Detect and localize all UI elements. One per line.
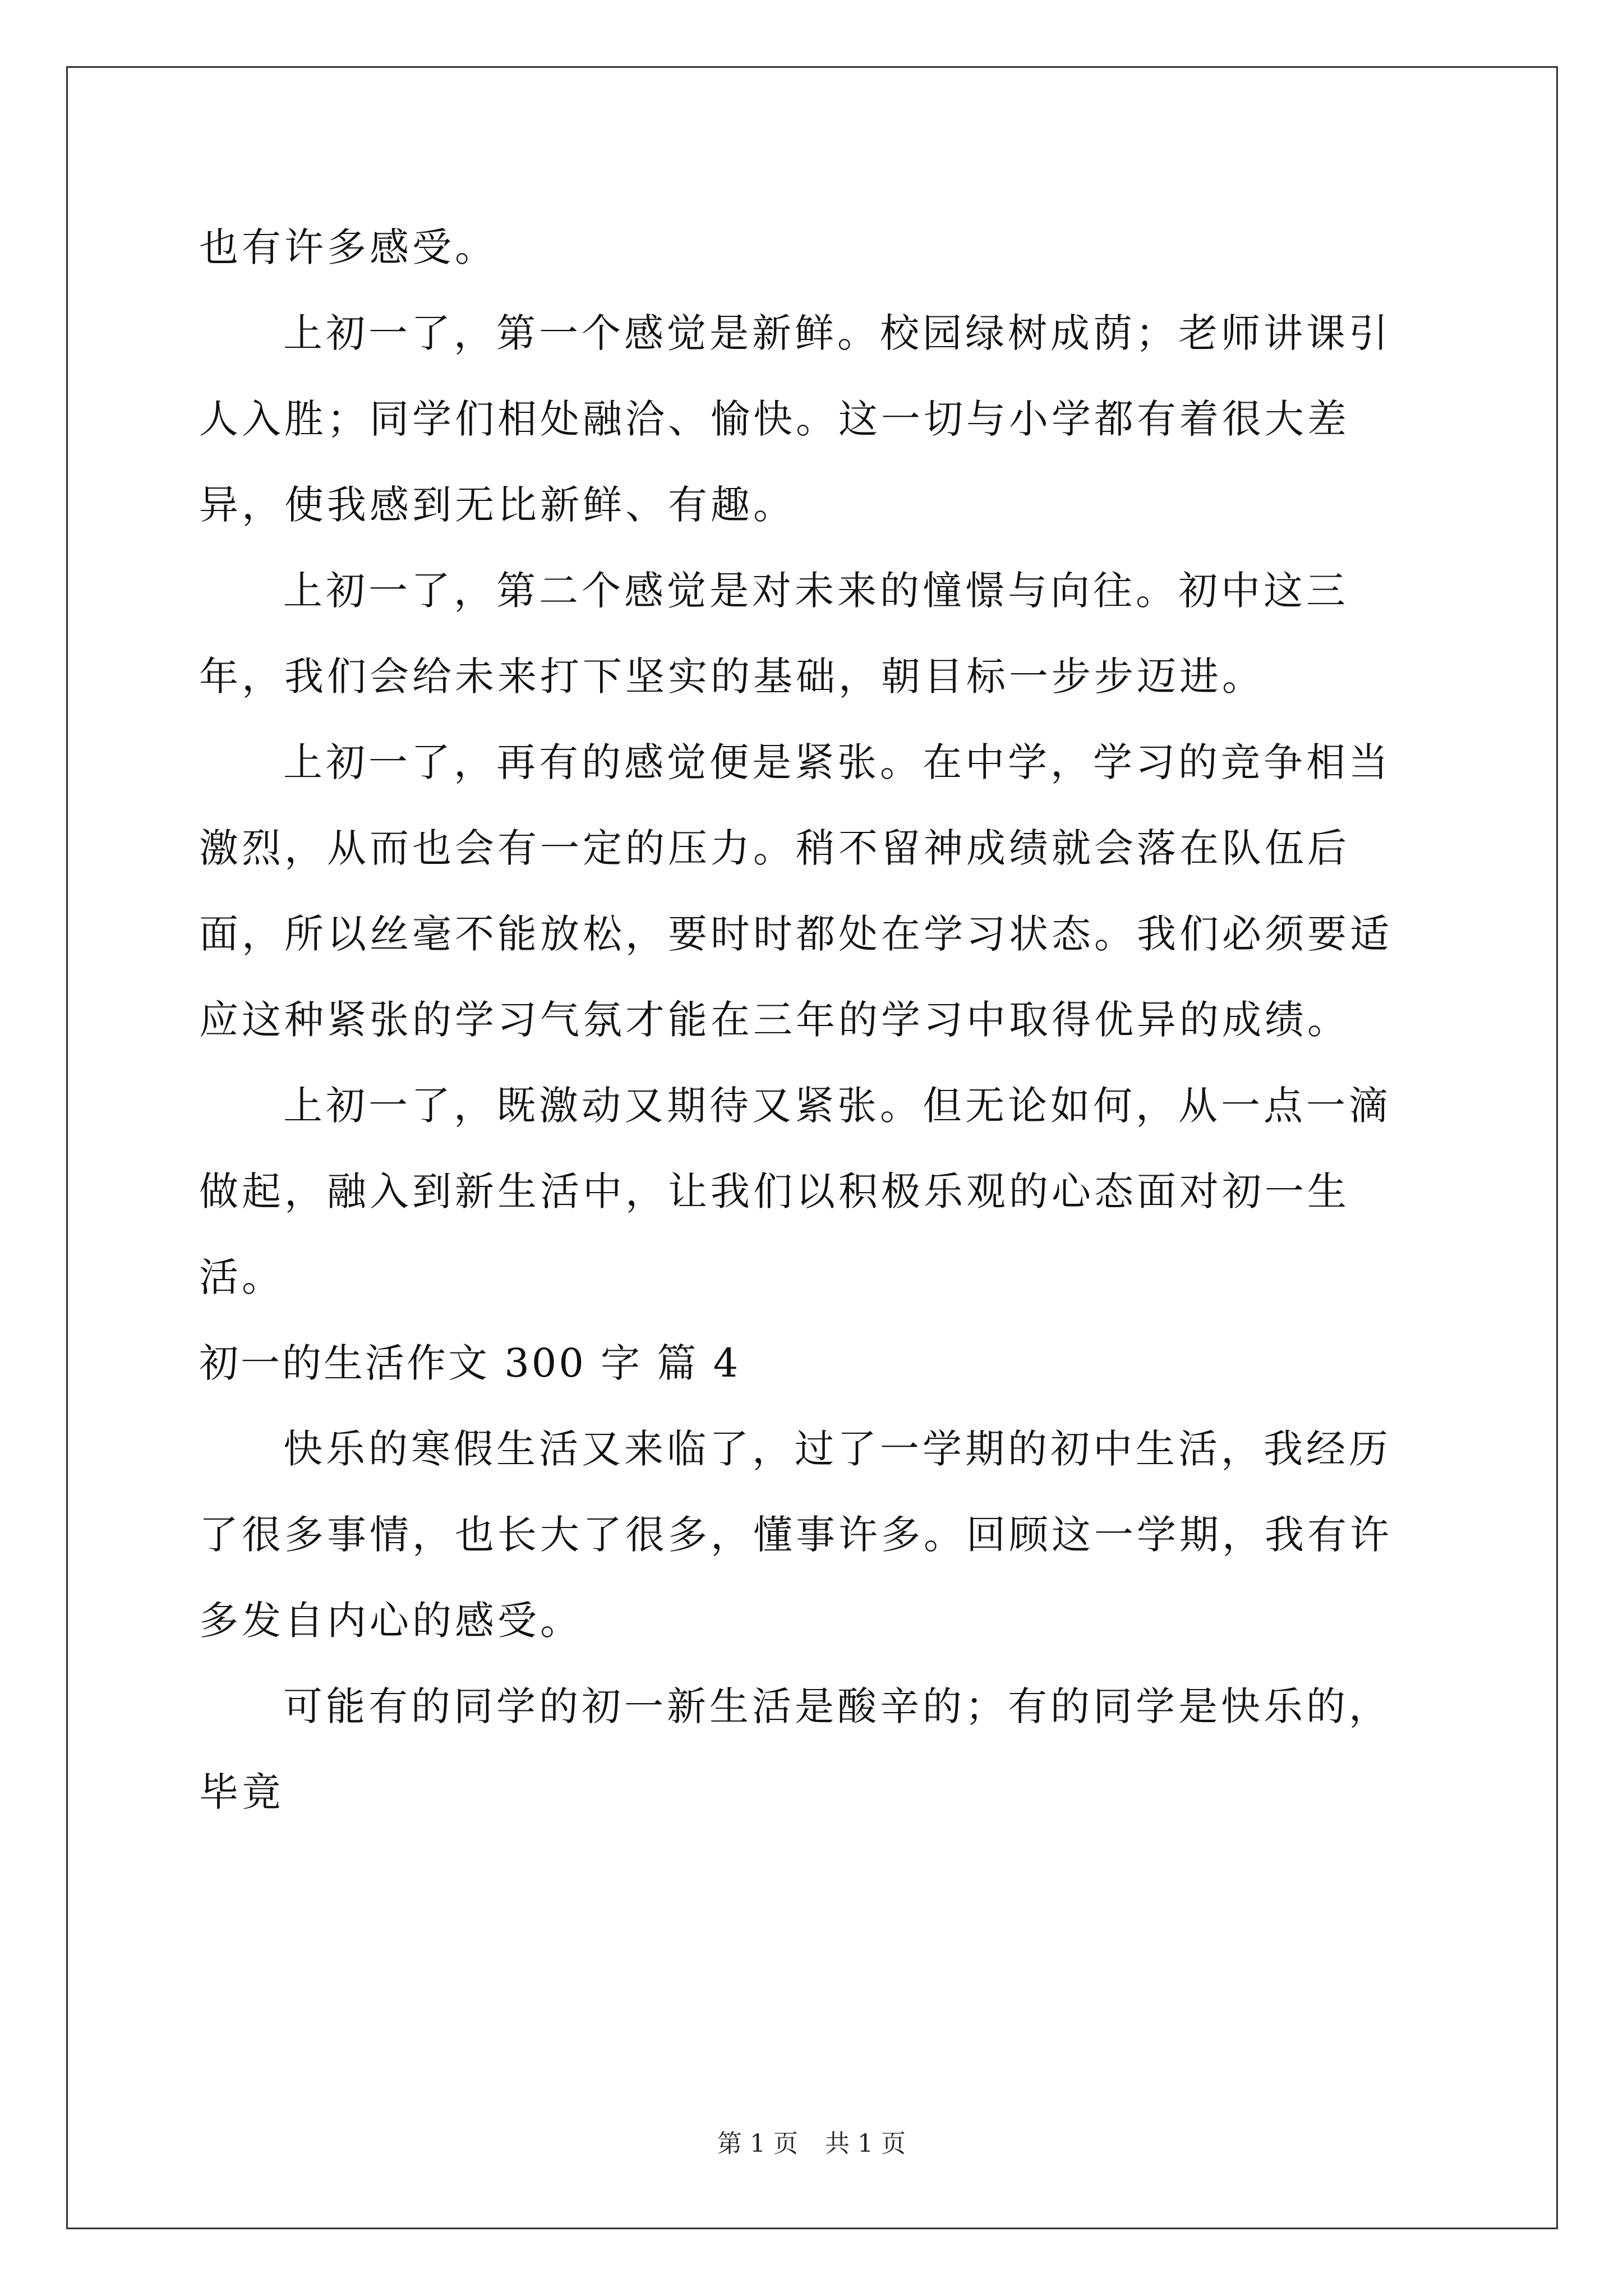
paragraph: 上初一了，既激动又期待又紧张。但无论如何，从一点一滴做起，融入到新生活中，让我们以积极乐观的心态面对初一生活。 bbox=[199, 1083, 1391, 1300]
paragraph: 上初一了，第一个感觉是新鲜。校园绿树成荫；老师讲课引人入胜；同学们相处融洽、愉快。这一切与小学都有着很大差异，使我感到无比新鲜、有趣。 bbox=[199, 310, 1391, 528]
paragraph: 可能有的同学的初一新生活是酸辛的；有的同学是快乐的，毕竟 bbox=[199, 1683, 1391, 1815]
paragraph: 上初一了，再有的感觉便是紧张。在中学，学习的竞争相当激烈，从而也会有一定的压力。稍不留神成绩就会落在队伍后面，所以丝毫不能放松，要时时都处在学习状态。我们必须要适应这种紧张的学习气氛才能在三年的学习中取得优异的成绩。 bbox=[199, 739, 1393, 1043]
paragraph: 也有许多感受。 bbox=[199, 224, 497, 270]
page-footer bbox=[0, 2123, 1623, 2159]
page-number: 第 1 页 bbox=[717, 2129, 798, 2158]
document-body bbox=[199, 205, 1433, 1835]
page-total: 共 1 页 bbox=[825, 2129, 906, 2158]
paragraph: 上初一了，第二个感觉是对未来的憧憬与向往。初中这三年，我们会给未来打下坚实的基础，朝目标一步步迈进。 bbox=[199, 568, 1349, 700]
section-heading: 初一的生活作文 300 字 篇 4 bbox=[199, 1340, 741, 1386]
paragraph: 快乐的寒假生活又来临了，过了一学期的初中生活，我经历了很多事情，也长大了很多，懂事许多。回顾这一学期，我有许多发自内心的感受。 bbox=[199, 1426, 1393, 1644]
